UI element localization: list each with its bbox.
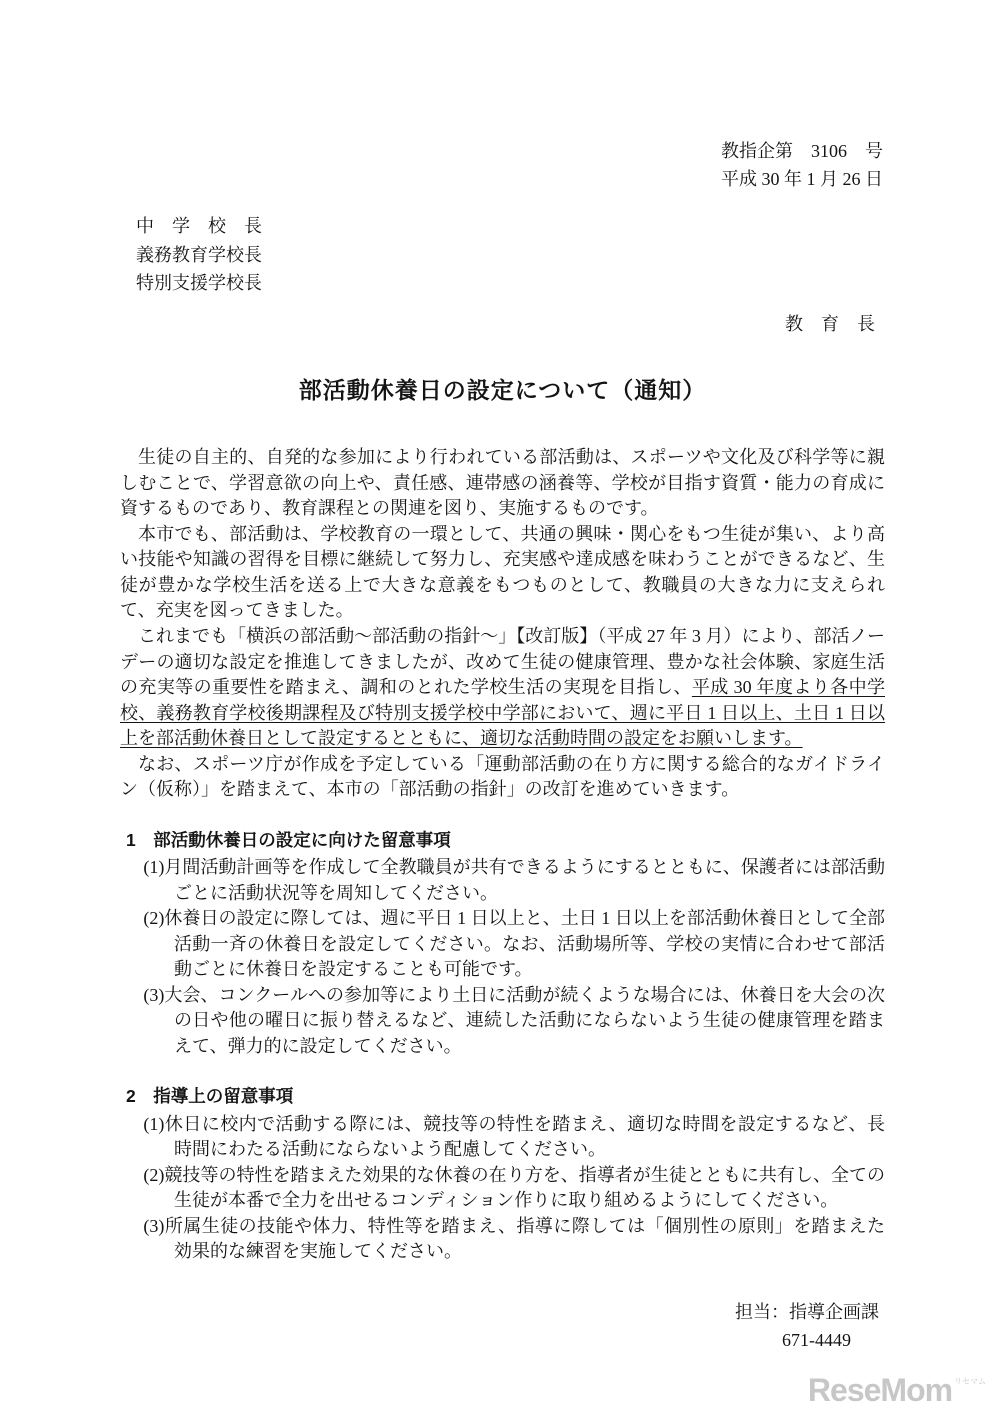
doc-date: 平成 30 年 1 月 26 日 — [721, 168, 883, 189]
section-1-list — [120, 855, 885, 1059]
doc-number: 教指企第 3106 号 — [721, 141, 883, 161]
section-2-item-1: (1)休日に校内で活動する際には、競技等の特性を踏まえ、適切な時間を設定するなど、長時間にわたる活動にならないよう配慮してください。 — [143, 1113, 885, 1160]
document-meta — [120, 138, 885, 194]
resemom-logo-caption: リセマム — [954, 1377, 986, 1386]
document-body — [120, 445, 885, 803]
paragraph-1: 生徒の自主的、自発的な参加により行われている部活動は、スポーツや文化及び科学等に親しむことで、学習意欲の向上や、責任感、連帯感の涵養等、学校が目指す資質・能力の育成に資するものであり、教育課程との関連を図り、実施するものです。 — [120, 447, 885, 519]
addressees — [136, 212, 885, 298]
section-1-item-1: (1)月間活動計画等を作成して全教職員が共有できるようにするとともに、保護者には部活動ごとに活動状況等を周知してください。 — [143, 857, 885, 903]
addressee-junior-high-principal: 中 学 校 長 — [136, 215, 262, 236]
document-title: 部活動休養日の設定について（通知） — [298, 378, 707, 404]
section-2-list — [120, 1112, 885, 1265]
section-2-heading: 2 指導上の留意事項 — [126, 1086, 294, 1107]
resemom-logo-text: ReseMom — [807, 1372, 953, 1408]
contact-info — [120, 1299, 885, 1355]
paragraph-3 — [120, 624, 885, 752]
sender-superintendent: 教 育 長 — [785, 314, 875, 335]
section-2-item-3: (3)所属生徒の技能や体力、特性等を踏まえ、指導に際しては「個別性の原則」を踏まえた効果的な練習を実施してください。 — [143, 1215, 885, 1262]
contact-phone: 671-4449 — [782, 1329, 851, 1350]
section-1-item-3: (3)大会、コンクールへの参加等により土日に活動が続くような場合には、休養日を大会の次の日や他の曜日に振り替えるなど、連続した活動にならないよう生徒の健康管理を踏まえて、弾力的に設定してください。 — [143, 984, 885, 1056]
section-1-heading: 1 部活動休養日の設定に向けた留意事項 — [126, 829, 451, 850]
contact-department: 担当：指導企画課 — [735, 1301, 879, 1322]
addressee-compulsory-education-principal: 義務教育学校長 — [136, 244, 262, 265]
section-2 — [120, 1083, 885, 1265]
section-1-item-2: (2)休養日の設定に際しては、週に平日 1 日以上と、土日 1 日以上を部活動休養日として全部活動一斉の休養日を設定してください。なお、活動場所等、学校の実情に合わせて部活動ごとに休養日を設定することも可能です。 — [143, 908, 885, 980]
paragraph-3-underlined: 平成 30 年度より各中学校、義務教育学校後期課程及び特別支援学校中学部において、週に平日 1 日以上、土日 1 日以上を部活動休養日として設定するとともに、適切な活動時間の設定をお願いします。 — [120, 677, 886, 749]
paragraph-2: 本市でも、部活動は、学校教育の一環として、共通の興味・関心をもつ生徒が集い、より高い技能や知識の習得を目標に継続して努力し、充実感や達成感を味わうことができるなど、生徒が豊かな学校生活を送る上で大きな意義をもつものとして、教職員の大きな力に支えられて、充実を図ってきました。 — [120, 523, 885, 621]
section-2-item-2: (2)競技等の特性を踏まえた効果的な休養の在り方を、指導者が生徒とともに共有し、全ての生徒が本番で全力を出せるコンディション作りに取り組めるようにしてください。 — [143, 1164, 885, 1211]
paragraph-4: なお、スポーツ庁が作成を予定している「運動部活動の在り方に関する総合的なガイドライン（仮称）」を踏まえて、本市の「部活動の指針」の改訂を進めていきます。 — [120, 753, 885, 800]
paragraph-3-normal: これまでも「横浜の部活動～部活動の指針～」【改訂版】（平成 27 年 3 月）により、部活ノーデーの適切な設定を推進してきましたが、改めて生徒の健康管理、豊かな社会体験、家庭生活の充実等の重要性を踏まえ、調和のとれた学校生活の実現を目指し、 — [120, 626, 885, 698]
addressee-special-support-principal: 特別支援学校長 — [136, 273, 262, 294]
section-1 — [120, 827, 885, 1060]
resemom-logo — [808, 1374, 986, 1406]
